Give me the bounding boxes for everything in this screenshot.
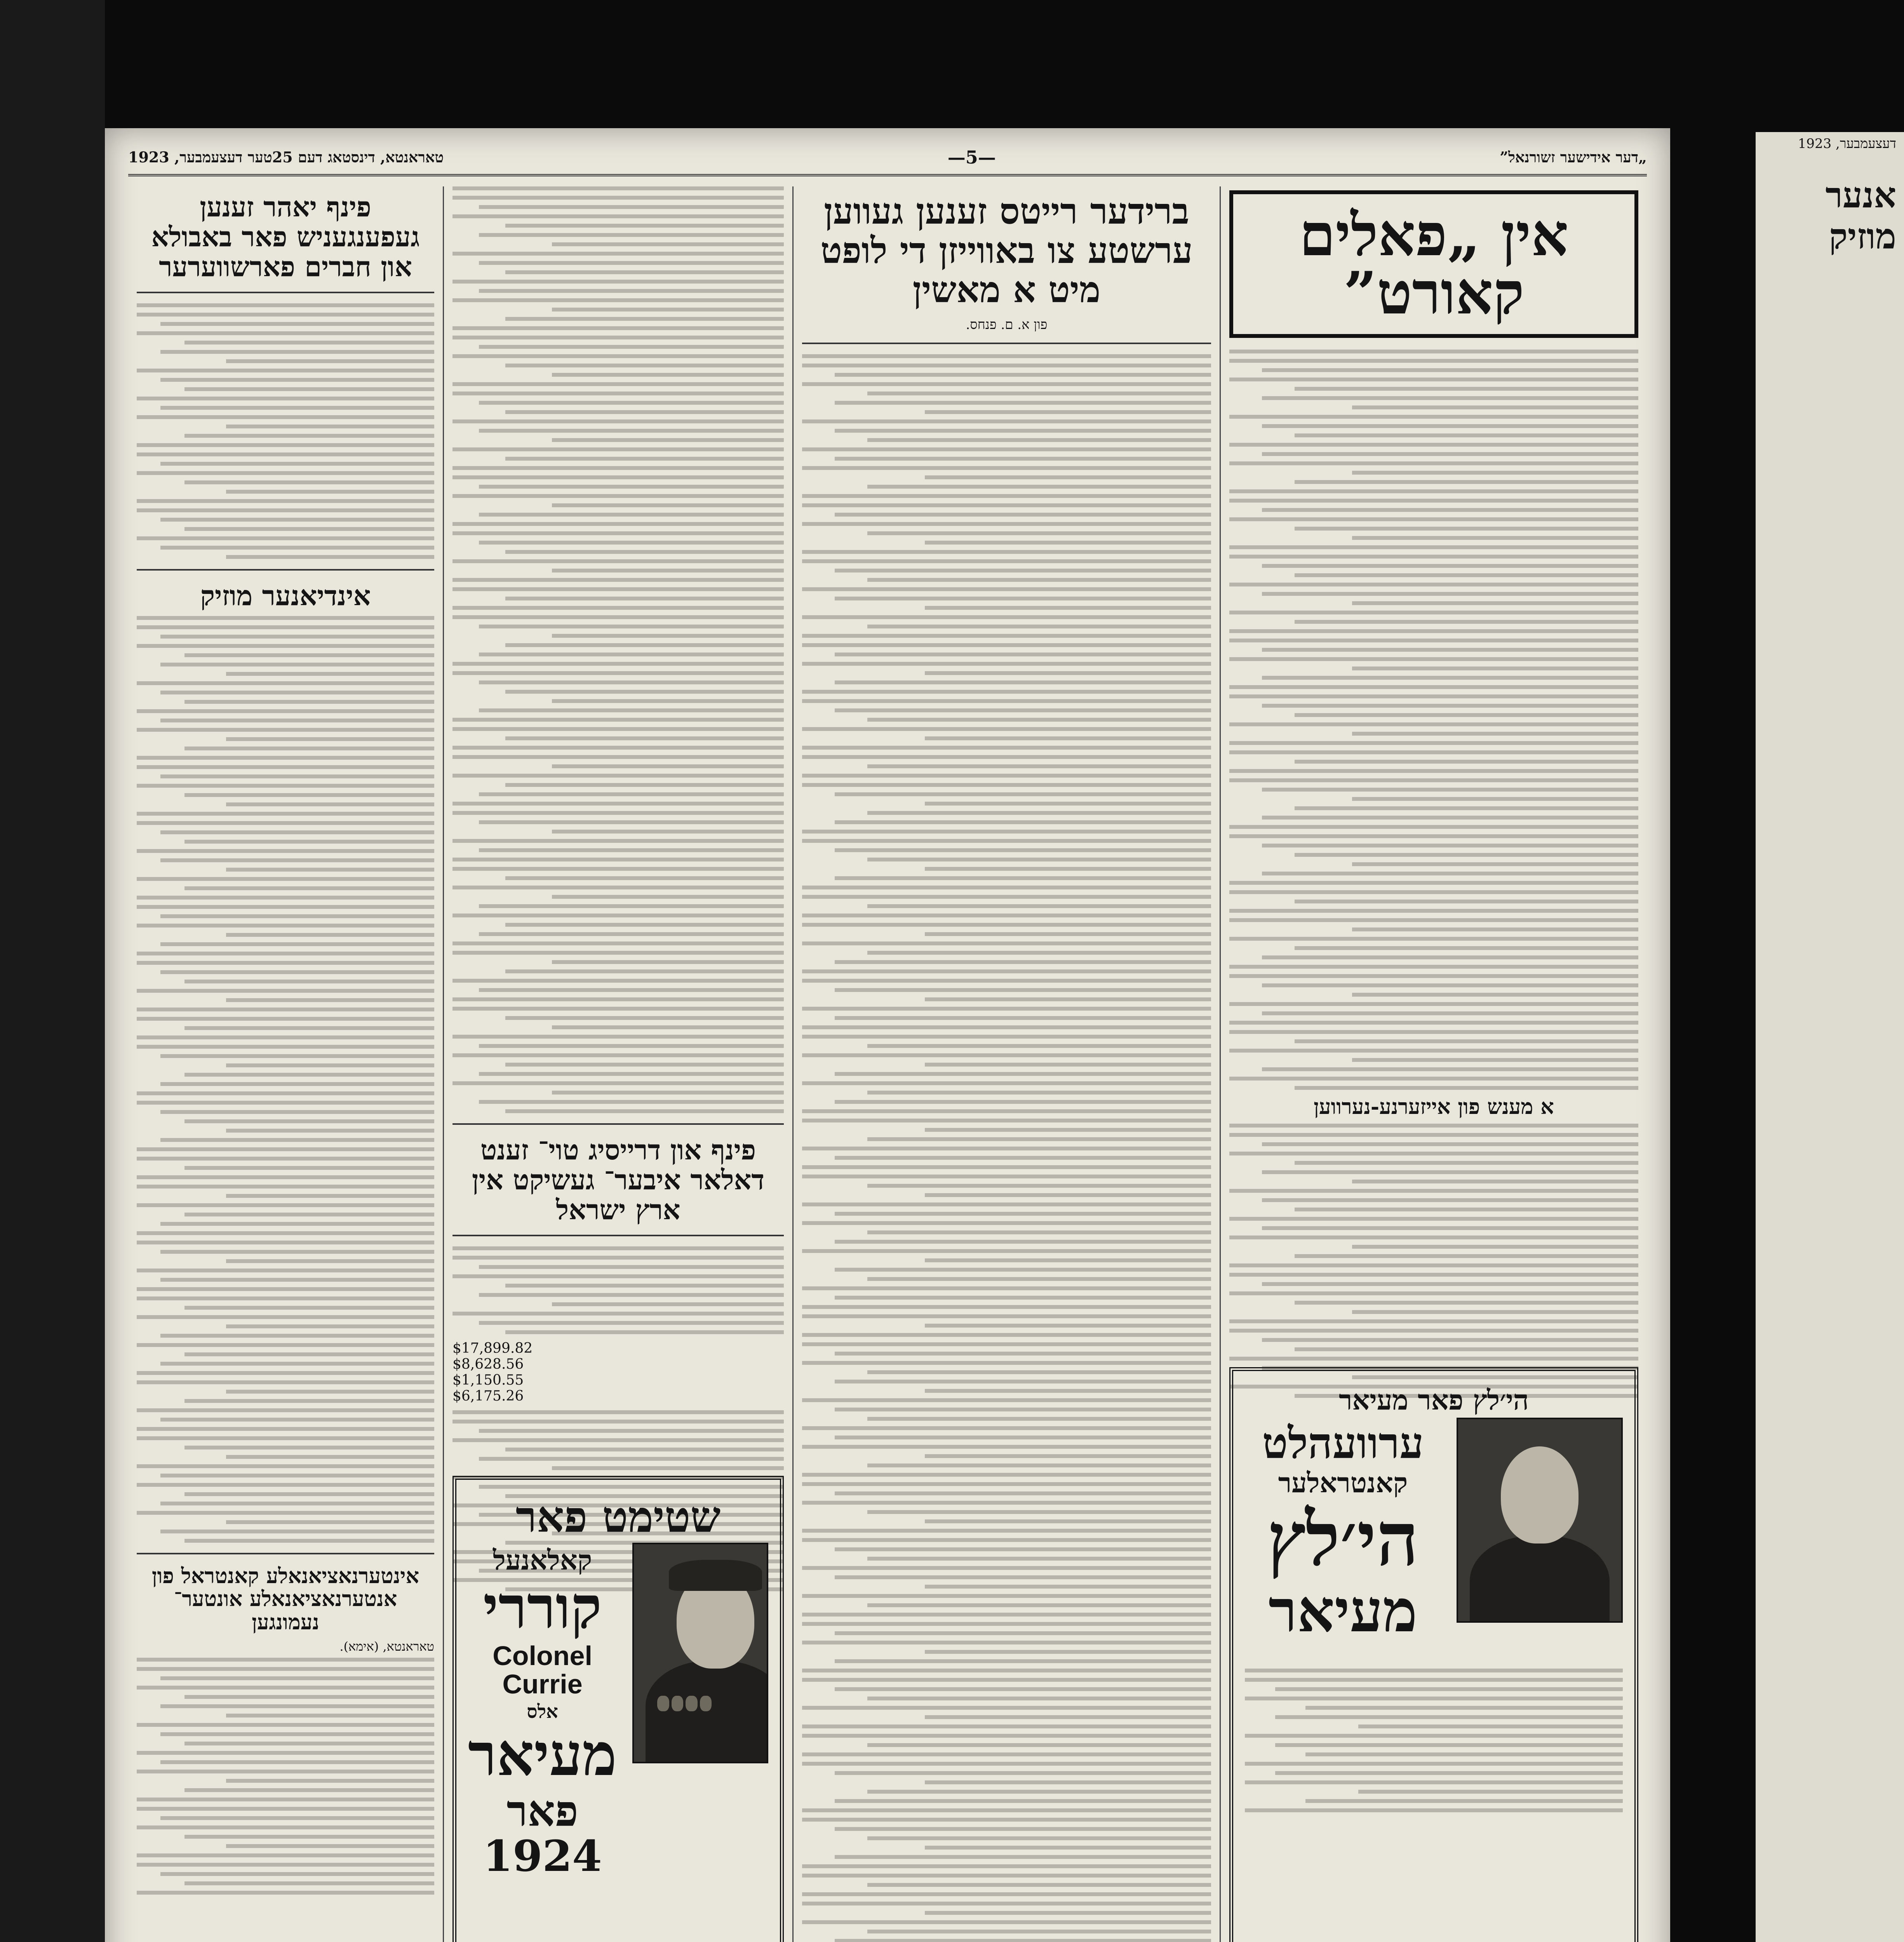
masthead-label: „דער אידישער זשורנאל”	[1500, 148, 1647, 166]
ad-candidate-name-latin: Colonel Currie	[493, 1640, 592, 1699]
article-body	[1229, 1124, 1638, 1398]
article-body	[802, 354, 1211, 1942]
boxed-title-palim-court: אין „פאלים קאורט”	[1229, 190, 1638, 338]
prison-headline: פינף יאהר זענען געפענגעניש פאר באבולא און חברים פארשווערער	[151, 191, 420, 283]
ad-content	[468, 1543, 768, 1882]
amount: $6,175.26	[453, 1388, 524, 1404]
article-body	[1229, 350, 1638, 1090]
divider	[453, 1235, 784, 1236]
folio-line	[128, 144, 1647, 171]
amount: $1,150.55	[453, 1372, 524, 1388]
divider	[453, 1123, 784, 1125]
column-3	[443, 186, 792, 1942]
page-number: —5—	[947, 147, 996, 168]
issue-date: טאראנטא, דינסטאג דעם 25טער דעצעמבער, 1923	[128, 148, 444, 166]
ad-candidate-name: קוררי	[483, 1573, 602, 1642]
article-body	[453, 1246, 784, 1334]
article-body	[137, 1658, 434, 1895]
ad-body-text	[1245, 1669, 1623, 1812]
adjacent-date: דעצעמבער, 1923	[1798, 136, 1896, 151]
ad-top-line: שטימט פאר	[515, 1492, 721, 1542]
article-body	[453, 186, 784, 1113]
amount: $8,628.56	[453, 1356, 524, 1372]
ad-text	[468, 1543, 617, 1882]
international-heading: אינטערנאציאנאלע קאנטראל פון אנטערנאציאנאלע אונטער־ נעמונגען	[151, 1563, 419, 1634]
adjacent-heading: אנער מוזיק	[1825, 175, 1896, 257]
column-grid	[128, 186, 1647, 1942]
column-2	[792, 186, 1220, 1942]
candidate-portrait	[632, 1543, 768, 1763]
ad-content	[1245, 1418, 1623, 1645]
candidate-portrait	[1457, 1418, 1623, 1623]
divider	[137, 292, 434, 293]
dateline: טאראנטא, (אימא).	[339, 1639, 434, 1654]
ad-line-controller: קאנטראלער	[1278, 1467, 1408, 1499]
ad-office: מעיאר	[468, 1720, 617, 1789]
amounts-list	[453, 1340, 784, 1404]
currie-mayor-ad	[453, 1476, 784, 1942]
ad-as: אלס	[527, 1700, 558, 1723]
divider	[802, 343, 1211, 344]
hirsch-mayor-ad	[1229, 1367, 1638, 1942]
byline: פון א. ם. פנחס.	[966, 317, 1048, 332]
column-1	[1220, 186, 1647, 1942]
ad-year-line	[468, 1786, 617, 1881]
amount: $17,899.82	[453, 1340, 533, 1356]
ad-line-elected: ערוועהלט	[1262, 1418, 1424, 1468]
wright-brothers-headline: ברידער רייטס זענען געווען ערשטע צו באווייזן די לופט מיט א מאשין	[820, 190, 1193, 311]
palestine-funds-headline: פינף און דרייסיג טוי־ זענט דאלאר איבער־ געשיקט אין ארץ ישראל	[472, 1134, 765, 1226]
article-body	[137, 303, 434, 559]
divider	[137, 569, 434, 571]
ad-candidate-name: הי׳לץ	[1267, 1495, 1419, 1582]
ad-text	[1245, 1418, 1441, 1645]
column-4	[128, 186, 443, 1942]
ad-year-label: פאר	[506, 1786, 578, 1836]
ad-rank: קאלאנעל	[493, 1544, 592, 1576]
scan-border	[0, 0, 105, 1942]
sub-heading: א מענש פון אייזערנע-נערווען	[1314, 1094, 1554, 1119]
ad-year: 1924	[483, 1831, 602, 1881]
header-rule	[128, 174, 1647, 176]
ad-top-line: הי׳לץ פאר מעיאר	[1339, 1384, 1529, 1416]
newspaper-page	[105, 128, 1670, 1942]
article-body	[137, 616, 434, 1543]
adjacent-page-edge	[1756, 132, 1904, 1942]
indian-music-heading: אינדיאנער מוזיק	[200, 579, 371, 612]
ad-office: מעיאר	[1268, 1577, 1418, 1645]
divider	[137, 1553, 434, 1554]
